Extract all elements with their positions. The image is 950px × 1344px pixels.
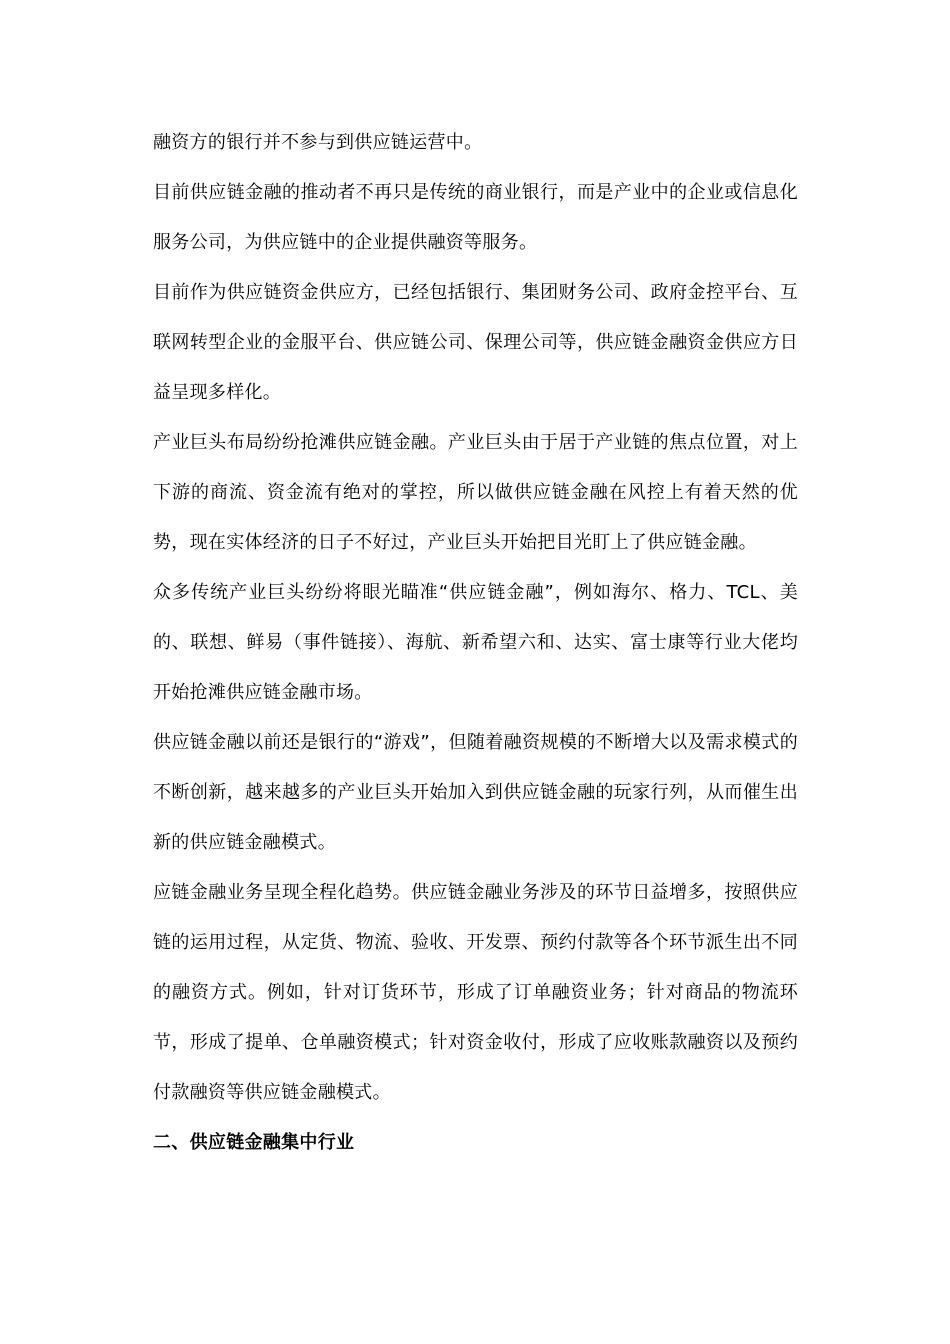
paragraph-5: 众多传统产业巨头纷纷将眼光瞄准“供应链金融”，例如海尔、格力、TCL、美的、联想、鲜易（事件链接）、海航、新希望六和、达实、富士康等行业大佬均开始抢滩供应链金融市场。 <box>153 582 798 703</box>
paragraph-6: 供应链金融以前还是银行的“游戏”，但随着融资规模的不断增大以及需求模式的不断创新，越来越多的产业巨头开始加入到供应链金融的玩家行列，从而催生出新的供应链金融模式。 <box>153 732 798 853</box>
section-heading: 二、供应链金融集中行业 <box>153 1132 355 1153</box>
document-body <box>153 118 798 1168</box>
paragraph-1: 融资方的银行并不参与到供应链运营中。 <box>153 132 483 153</box>
paragraph-4: 产业巨头布局纷纷抢滩供应链金融。产业巨头由于居于产业链的焦点位置，对上下游的商流、资金流有绝对的掌控，所以做供应链金融在风控上有着天然的优势，现在实体经济的日子不好过，产业巨头开始把目光盯上了供应链金融。 <box>153 432 798 553</box>
paragraph-7: 应链金融业务呈现全程化趋势。供应链金融业务涉及的环节日益增多，按照供应链的运用过程，从定货、物流、验收、开发票、预约付款等各个环节派生出不同的融资方式。例如，针对订货环节，形成了订单融资业务；针对商品的物流环节，形成了提单、仓单融资模式；针对资金收付，形成了应收账款融资以及预约付款融资等供应链金融模式。 <box>153 882 798 1103</box>
paragraph-2: 目前供应链金融的推动者不再只是传统的商业银行，而是产业中的企业或信息化服务公司，为供应链中的企业提供融资等服务。 <box>153 182 798 253</box>
paragraph-3: 目前作为供应链资金供应方，已经包括银行、集团财务公司、政府金控平台、互联网转型企业的金服平台、供应链公司、保理公司等，供应链金融资金供应方日益呈现多样化。 <box>153 282 798 403</box>
